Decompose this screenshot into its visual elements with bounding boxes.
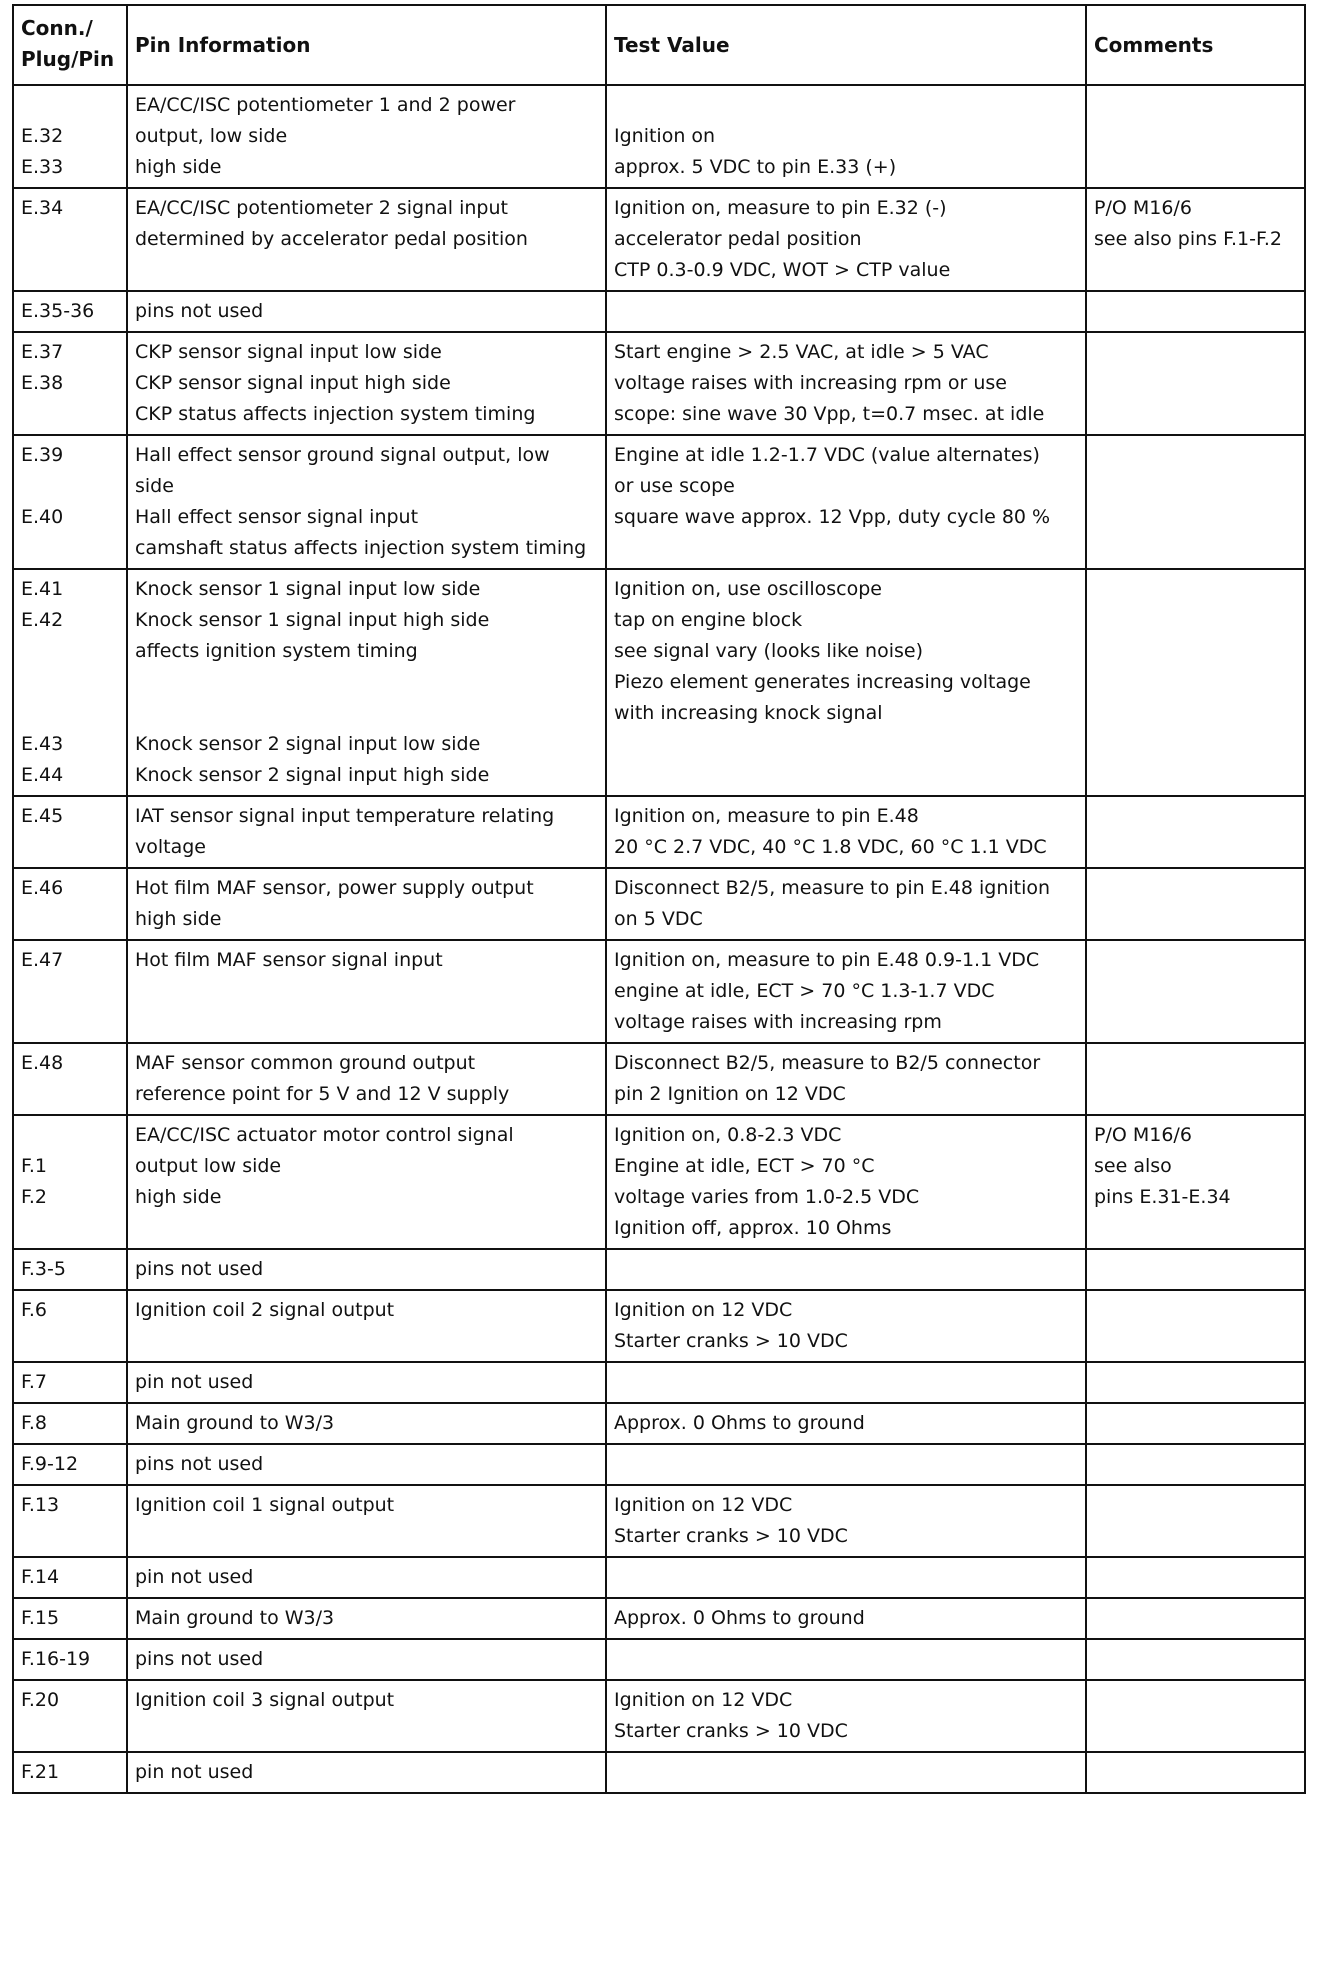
comments-cell-line: pins E.31-E.34	[1094, 1186, 1231, 1208]
pin-info-cell-line: MAF sensor common ground output	[135, 1052, 476, 1074]
pin-info-cell	[127, 332, 606, 435]
pin-cell-line: F.13	[21, 1494, 60, 1516]
pin-cell	[13, 1249, 127, 1290]
pin-cell	[13, 1639, 127, 1680]
comments-cell	[1086, 796, 1305, 868]
pin-info-cell-line: Knock sensor 2 signal input low side	[135, 733, 481, 755]
pin-info-cell-line: Knock sensor 1 signal input low side	[135, 578, 481, 600]
pin-info-cell-line: side	[135, 475, 174, 497]
pin-cell-line: F.16-19	[21, 1648, 91, 1670]
test-value-cell	[606, 1249, 1086, 1290]
pin-cell-line	[21, 1120, 119, 1151]
test-value-cell-line: or use scope	[614, 475, 735, 497]
comments-cell	[1086, 1639, 1305, 1680]
test-value-cell-line: 20 °C 2.7 VDC, 40 °C 1.8 VDC, 60 °C 1.1 VDC	[614, 836, 1047, 858]
pin-info-cell-line: Knock sensor 1 signal input high side	[135, 609, 490, 631]
pin-cell-line	[21, 636, 119, 667]
comments-cell	[1086, 1598, 1305, 1639]
table-row	[13, 569, 1305, 796]
pin-info-cell-line: reference point for 5 V and 12 V supply	[135, 1083, 510, 1105]
pin-info-cell-line: CKP sensor signal input low side	[135, 341, 442, 363]
pin-info-cell	[127, 1362, 606, 1403]
test-value-cell	[606, 1485, 1086, 1557]
comments-cell	[1086, 1115, 1305, 1249]
pin-cell-line: F.1	[21, 1155, 48, 1177]
pin-cell-line: F.14	[21, 1566, 60, 1588]
pin-info-cell-line: CKP sensor signal input high side	[135, 372, 451, 394]
pin-info-cell-line: Ignition coil 3 signal output	[135, 1689, 395, 1711]
test-value-cell-line: on 5 VDC	[614, 908, 703, 930]
test-value-cell-line: Engine at idle 1.2-1.7 VDC (value alternates)	[614, 444, 1040, 466]
test-value-cell	[606, 1639, 1086, 1680]
test-value-cell	[606, 1557, 1086, 1598]
table-row	[13, 85, 1305, 188]
table-row	[13, 435, 1305, 569]
pin-cell	[13, 85, 127, 188]
pin-cell	[13, 796, 127, 868]
test-value-cell-line: tap on engine block	[614, 609, 803, 631]
comments-cell	[1086, 1444, 1305, 1485]
pin-info-cell-line: voltage	[135, 836, 206, 858]
table-row	[13, 1680, 1305, 1752]
pin-cell	[13, 188, 127, 291]
pin-cell-line	[21, 90, 119, 121]
pin-cell	[13, 1485, 127, 1557]
pin-cell-line: F.21	[21, 1761, 60, 1783]
test-value-cell-line: see signal vary (looks like noise)	[614, 640, 923, 662]
comments-cell	[1086, 868, 1305, 940]
pin-info-cell	[127, 796, 606, 868]
pin-cell-line: F.15	[21, 1607, 60, 1629]
pin-info-cell-line: EA/CC/ISC actuator motor control signal	[135, 1124, 514, 1146]
pin-cell	[13, 1115, 127, 1249]
pin-cell	[13, 1362, 127, 1403]
pin-info-cell-line: Ignition coil 2 signal output	[135, 1299, 395, 1321]
test-value-cell	[606, 1043, 1086, 1115]
table-row	[13, 796, 1305, 868]
pin-info-cell	[127, 85, 606, 188]
comments-cell	[1086, 1362, 1305, 1403]
pin-info-cell	[127, 1115, 606, 1249]
pin-cell-line: E.45	[21, 805, 64, 827]
pin-info-cell-line: pins not used	[135, 1258, 264, 1280]
pin-cell	[13, 1444, 127, 1485]
table-row	[13, 1403, 1305, 1444]
comments-cell	[1086, 291, 1305, 332]
pin-info-cell	[127, 569, 606, 796]
pin-cell-line: E.44	[21, 764, 64, 786]
comments-cell-line: see also	[1094, 1155, 1172, 1177]
pin-info-cell-line: pins not used	[135, 300, 264, 322]
pin-info-cell	[127, 1752, 606, 1793]
test-value-cell	[606, 85, 1086, 188]
test-value-cell-line: Ignition on 12 VDC	[614, 1299, 793, 1321]
pin-cell-line: E.38	[21, 372, 64, 394]
comments-cell-line: see also pins F.1-F.2	[1094, 228, 1282, 250]
pin-info-cell	[127, 1403, 606, 1444]
pin-cell-line	[21, 471, 119, 502]
pin-cell	[13, 332, 127, 435]
pin-info-cell	[127, 1444, 606, 1485]
test-value-cell-line: engine at idle, ECT > 70 °C 1.3-1.7 VDC	[614, 980, 995, 1002]
comments-cell-line: P/O M16/6	[1094, 1124, 1192, 1146]
table-body	[13, 85, 1305, 1793]
pin-info-cell-line: CKP status affects injection system timing	[135, 403, 536, 425]
pin-info-cell-line	[135, 667, 598, 698]
pin-info-cell	[127, 1680, 606, 1752]
pin-info-cell-line: high side	[135, 908, 222, 930]
pin-info-cell-line: Main ground to W3/3	[135, 1412, 335, 1434]
pin-cell	[13, 435, 127, 569]
table-row	[13, 1249, 1305, 1290]
pin-info-cell	[127, 188, 606, 291]
table-row	[13, 1485, 1305, 1557]
pin-cell-line	[21, 667, 119, 698]
header-test-value: Test Value	[606, 5, 1086, 85]
comments-cell	[1086, 85, 1305, 188]
test-value-cell-line: Starter cranks > 10 VDC	[614, 1720, 848, 1742]
pin-cell	[13, 1043, 127, 1115]
pin-cell-line: F.9-12	[21, 1453, 79, 1475]
pin-cell-line: E.32	[21, 125, 64, 147]
table-row	[13, 1362, 1305, 1403]
comments-cell	[1086, 332, 1305, 435]
pin-info-cell-line: pin not used	[135, 1371, 254, 1393]
test-value-cell-line: Engine at idle, ECT > 70 °C	[614, 1155, 875, 1177]
comments-cell-line: P/O M16/6	[1094, 197, 1192, 219]
pin-cell-line: F.2	[21, 1186, 48, 1208]
test-value-cell-line: Disconnect B2/5, measure to B2/5 connector	[614, 1052, 1041, 1074]
pin-cell-line: E.37	[21, 341, 64, 363]
pin-info-cell-line: Hot film MAF sensor signal input	[135, 949, 443, 971]
pin-info-cell-line: high side	[135, 1186, 222, 1208]
table-row	[13, 1444, 1305, 1485]
table-row	[13, 188, 1305, 291]
header-comments: Comments	[1086, 5, 1305, 85]
test-value-cell-line: accelerator pedal position	[614, 228, 862, 250]
pin-cell-line: E.40	[21, 506, 64, 528]
pin-info-cell	[127, 291, 606, 332]
test-value-cell	[606, 188, 1086, 291]
header-conn-line1: Conn./	[21, 16, 93, 40]
table-row	[13, 940, 1305, 1043]
test-value-cell-line: Piezo element generates increasing voltage	[614, 671, 1031, 693]
pin-table	[12, 4, 1306, 1794]
test-value-cell-line: Disconnect B2/5, measure to pin E.48 ignition	[614, 877, 1051, 899]
test-value-cell	[606, 868, 1086, 940]
header-pin-information: Pin Information	[127, 5, 606, 85]
pin-cell-line	[21, 698, 119, 729]
pin-info-cell-line: Ignition coil 1 signal output	[135, 1494, 395, 1516]
pin-info-cell-line: output, low side	[135, 125, 288, 147]
pin-info-cell-line: Knock sensor 2 signal input high side	[135, 764, 490, 786]
pin-cell	[13, 1290, 127, 1362]
pin-info-cell	[127, 1249, 606, 1290]
pin-cell-line: E.42	[21, 609, 64, 631]
test-value-cell-line: Ignition on, measure to pin E.32 (-)	[614, 197, 947, 219]
test-value-cell-line: Starter cranks > 10 VDC	[614, 1525, 848, 1547]
test-value-cell	[606, 435, 1086, 569]
pin-cell-line: F.7	[21, 1371, 48, 1393]
test-value-cell-line: Ignition on 12 VDC	[614, 1494, 793, 1516]
header-conn-plug-pin	[13, 5, 127, 85]
table-row	[13, 1290, 1305, 1362]
test-value-cell-line: scope: sine wave 30 Vpp, t=0.7 msec. at idle	[614, 403, 1045, 425]
pin-info-cell-line: output low side	[135, 1155, 282, 1177]
table-row	[13, 291, 1305, 332]
test-value-cell	[606, 1362, 1086, 1403]
comments-cell	[1086, 1249, 1305, 1290]
test-value-cell	[606, 1403, 1086, 1444]
pin-info-cell	[127, 1290, 606, 1362]
header-conn-line2: Plug/Pin	[21, 47, 115, 71]
table-row	[13, 1639, 1305, 1680]
pin-cell	[13, 569, 127, 796]
pin-cell	[13, 940, 127, 1043]
comments-cell	[1086, 940, 1305, 1043]
pin-cell-line: E.35-36	[21, 300, 95, 322]
test-value-cell-line	[614, 90, 1078, 121]
test-value-cell-line: with increasing knock signal	[614, 702, 883, 724]
pin-info-cell-line: pin not used	[135, 1566, 254, 1588]
pin-info-cell-line: Hall effect sensor signal input	[135, 506, 419, 528]
pin-cell-line: E.39	[21, 444, 64, 466]
pin-info-cell-line	[135, 698, 598, 729]
pin-info-cell-line: pins not used	[135, 1453, 264, 1475]
pin-cell	[13, 1752, 127, 1793]
test-value-cell-line: Start engine > 2.5 VAC, at idle > 5 VAC	[614, 341, 989, 363]
pin-table-page	[12, 4, 1304, 1794]
test-value-cell-line: Approx. 0 Ohms to ground	[614, 1607, 865, 1629]
pin-cell-line: E.46	[21, 877, 64, 899]
pin-cell-line: E.33	[21, 156, 64, 178]
pin-cell	[13, 868, 127, 940]
pin-info-cell-line: IAT sensor signal input temperature relating	[135, 805, 555, 827]
pin-info-cell	[127, 868, 606, 940]
test-value-cell	[606, 1444, 1086, 1485]
test-value-cell	[606, 1598, 1086, 1639]
pin-info-cell-line: Hall effect sensor ground signal output, low	[135, 444, 550, 466]
pin-cell-line: E.48	[21, 1052, 64, 1074]
test-value-cell-line: pin 2 Ignition on 12 VDC	[614, 1083, 846, 1105]
comments-cell	[1086, 569, 1305, 796]
table-row	[13, 1115, 1305, 1249]
test-value-cell-line: Ignition on, use oscilloscope	[614, 578, 882, 600]
comments-cell	[1086, 435, 1305, 569]
test-value-cell-line: voltage raises with increasing rpm	[614, 1011, 942, 1033]
test-value-cell-line: Starter cranks > 10 VDC	[614, 1330, 848, 1352]
test-value-cell-line: approx. 5 VDC to pin E.33 (+)	[614, 156, 897, 178]
test-value-cell-line: Ignition off, approx. 10 Ohms	[614, 1217, 892, 1239]
test-value-cell	[606, 1115, 1086, 1249]
pin-info-cell	[127, 1598, 606, 1639]
pin-cell	[13, 1403, 127, 1444]
test-value-cell	[606, 332, 1086, 435]
table-row	[13, 1043, 1305, 1115]
test-value-cell-line: Ignition on 12 VDC	[614, 1689, 793, 1711]
pin-cell-line: F.3-5	[21, 1258, 66, 1280]
comments-cell	[1086, 188, 1305, 291]
pin-info-cell-line: pins not used	[135, 1648, 264, 1670]
table-row	[13, 332, 1305, 435]
pin-cell-line: E.34	[21, 197, 64, 219]
test-value-cell	[606, 1752, 1086, 1793]
comments-cell	[1086, 1290, 1305, 1362]
test-value-cell-line: Ignition on, measure to pin E.48 0.9-1.1 VDC	[614, 949, 1040, 971]
test-value-cell-line: CTP 0.3-0.9 VDC, WOT > CTP value	[614, 259, 951, 281]
test-value-cell-line: Ignition on	[614, 125, 716, 147]
pin-info-cell-line: EA/CC/ISC potentiometer 2 signal input	[135, 197, 508, 219]
pin-info-cell-line: high side	[135, 156, 222, 178]
comments-cell	[1086, 1752, 1305, 1793]
table-row	[13, 1752, 1305, 1793]
test-value-cell	[606, 1680, 1086, 1752]
test-value-cell	[606, 569, 1086, 796]
comments-cell	[1086, 1485, 1305, 1557]
pin-info-cell	[127, 1639, 606, 1680]
pin-cell	[13, 1557, 127, 1598]
test-value-cell-line: Ignition on, measure to pin E.48	[614, 805, 919, 827]
pin-cell-line: F.20	[21, 1689, 60, 1711]
test-value-cell	[606, 1290, 1086, 1362]
test-value-cell-line: voltage varies from 1.0-2.5 VDC	[614, 1186, 920, 1208]
pin-info-cell-line: Hot film MAF sensor, power supply output	[135, 877, 534, 899]
pin-info-cell	[127, 940, 606, 1043]
pin-cell	[13, 1598, 127, 1639]
test-value-cell-line: Ignition on, 0.8-2.3 VDC	[614, 1124, 842, 1146]
comments-cell	[1086, 1043, 1305, 1115]
table-row	[13, 868, 1305, 940]
test-value-cell	[606, 940, 1086, 1043]
pin-info-cell-line: pin not used	[135, 1761, 254, 1783]
table-header-row	[13, 5, 1305, 85]
comments-cell	[1086, 1680, 1305, 1752]
test-value-cell	[606, 796, 1086, 868]
test-value-cell	[606, 291, 1086, 332]
pin-cell-line: E.43	[21, 733, 64, 755]
pin-cell-line: E.47	[21, 949, 64, 971]
test-value-cell-line: square wave approx. 12 Vpp, duty cycle 80 %	[614, 506, 1051, 528]
pin-info-cell	[127, 1043, 606, 1115]
pin-info-cell-line: camshaft status affects injection system timing	[135, 537, 587, 559]
pin-cell-line: E.41	[21, 578, 64, 600]
pin-info-cell-line: determined by accelerator pedal position	[135, 228, 528, 250]
pin-cell-line: F.6	[21, 1299, 48, 1321]
test-value-cell-line: voltage raises with increasing rpm or use	[614, 372, 1007, 394]
pin-info-cell	[127, 1485, 606, 1557]
pin-cell	[13, 1680, 127, 1752]
test-value-cell-line: Approx. 0 Ohms to ground	[614, 1412, 865, 1434]
table-row	[13, 1557, 1305, 1598]
pin-cell	[13, 291, 127, 332]
table-row	[13, 1598, 1305, 1639]
pin-info-cell-line: EA/CC/ISC potentiometer 1 and 2 power	[135, 94, 516, 116]
pin-info-cell	[127, 1557, 606, 1598]
pin-cell-line: F.8	[21, 1412, 48, 1434]
comments-cell	[1086, 1403, 1305, 1444]
comments-cell	[1086, 1557, 1305, 1598]
pin-info-cell	[127, 435, 606, 569]
pin-info-cell-line: affects ignition system timing	[135, 640, 418, 662]
pin-info-cell-line: Main ground to W3/3	[135, 1607, 335, 1629]
